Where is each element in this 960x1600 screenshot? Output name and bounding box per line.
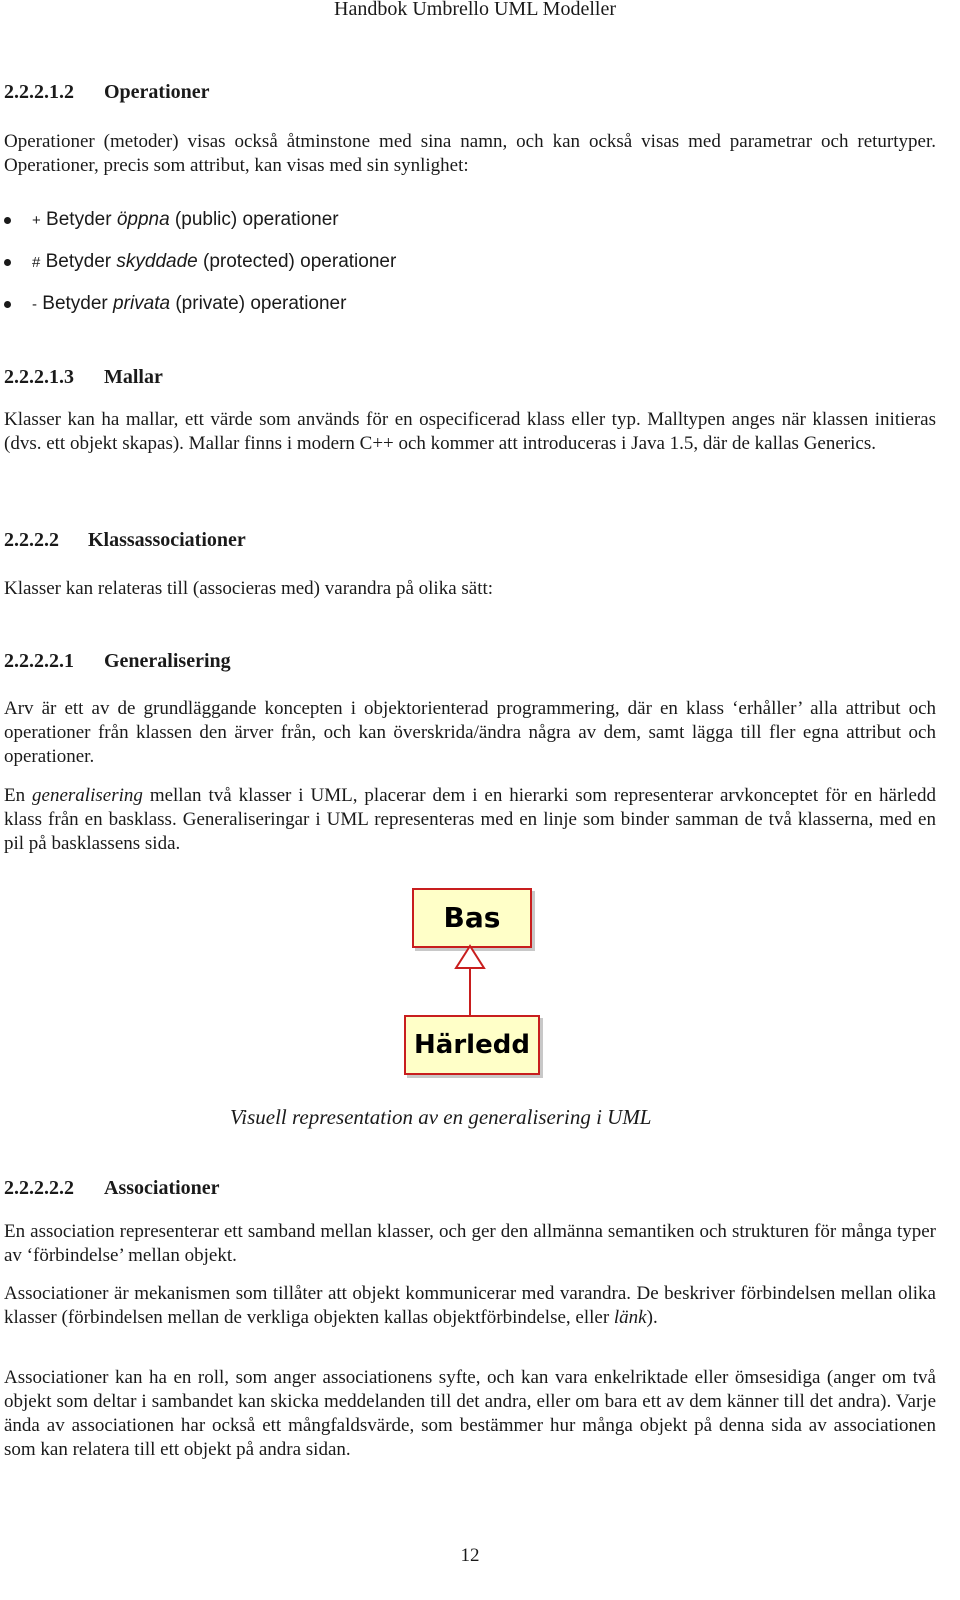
visibility-symbol: - — [32, 296, 37, 313]
heading-associationer — [4, 1177, 220, 1200]
paragraph-associationer-3: Associationer kan ha en roll, som anger associationens syfte, och kan vara enkelriktade eller ömsesidiga (anger om två objekt som deltar i sambandet kan skicka meddelanden till det andra, eller om bara ett av dem känner till det andra). Varje ända av associationen har också ett mångfaldsvärde, som bestämmer hur många objekt på denna sida av associationen som kan relatera till ett objekt på andra sidan. — [4, 1367, 936, 1460]
bullet-text: (protected) operationer — [197, 251, 397, 272]
page-number: 12 — [460, 1545, 480, 1566]
paragraph-emphasis: länk — [613, 1307, 647, 1328]
section-title: Klassassociationer — [88, 529, 246, 551]
bullet-text: (public) operationer — [169, 209, 339, 230]
bullet-emphasis: privata — [113, 293, 171, 314]
visibility-symbol: # — [32, 254, 41, 271]
visibility-symbol: + — [32, 212, 41, 229]
section-number: 2.2.2.1.3 — [4, 366, 74, 388]
visibility-list — [4, 208, 904, 334]
paragraph-operationer: Operationer (metoder) visas också åtminstone med sina namn, och kan också visas med parametrar och returtyper. Operationer, precis som attribut, kan visas med sin synlighet: — [4, 131, 936, 176]
bullet-text: Betyder — [42, 293, 114, 314]
inheritance-arrowhead-icon — [456, 946, 484, 968]
paragraph-klassassociationer: Klasser kan relateras till (associeras med) varandra på olika sätt: — [4, 578, 494, 599]
section-number: 2.2.2.2.1 — [4, 650, 74, 672]
list-item — [4, 292, 904, 334]
figure-caption: Visuell representation av en generalisering i UML — [230, 1105, 652, 1129]
section-title: Associationer — [104, 1177, 220, 1199]
paragraph-text: En — [4, 785, 33, 806]
paragraph-emphasis: generalisering — [32, 785, 143, 806]
list-item — [4, 208, 904, 250]
uml-class-base — [412, 888, 532, 948]
heading-operationer — [4, 81, 210, 104]
generalization-arrow — [440, 944, 500, 1016]
section-number: 2.2.2.2 — [4, 529, 59, 551]
list-item — [4, 250, 904, 292]
uml-class-derived — [404, 1015, 540, 1075]
bullet-dot — [4, 259, 11, 266]
bullet-emphasis: öppna — [116, 209, 170, 230]
paragraph-text: ). — [646, 1307, 658, 1328]
heading-generalisering — [4, 650, 231, 673]
running-header: Handbok Umbrello UML Modeller — [334, 0, 616, 20]
paragraph-generalisering-1: Arv är ett av de grundläggande koncepten i objektorienterad programmering, där en klass ‘erhåller’ alla attribut och operationer från klassen den ärver från, och kan överskrida/ändra några av dem, samt lägga till fler egna attribut och operationer. — [4, 698, 936, 767]
uml-class-base-name: Bas — [443, 901, 501, 934]
bullet-dot — [4, 217, 11, 224]
paragraph-associationer-1: En association representerar ett samband mellan klasser, och ger den allmänna semantiken och strukturen för många typer av ‘förbindelse’ mellan objekt. — [4, 1221, 936, 1266]
bullet-emphasis: skyddade — [116, 251, 198, 272]
paragraph-text: mellan två klasser i UML, placerar dem i en hierarki som representerar arvkonceptet för en härledd klass från en basklass. Generaliseringar i UML representeras med en linje som binder samman de två klasserna, med en pil på basklassens sida. — [4, 785, 936, 854]
bullet-text: Betyder — [45, 251, 117, 272]
section-title: Operationer — [104, 81, 210, 103]
bullet-text: (private) operationer — [170, 293, 347, 314]
section-title: Generalisering — [104, 650, 231, 672]
uml-class-derived-name: Härledd — [414, 1030, 530, 1060]
bullet-text: Betyder — [46, 209, 117, 230]
section-title: Mallar — [104, 366, 163, 388]
paragraph-text: Associationer är mekanismen som tillåter att objekt kommunicerar med varandra. De beskriver förbindelsen mellan olika klasser (förbindelsen mellan de verkliga objekten kallas objektförbindelse, eller — [4, 1283, 936, 1328]
bullet-dot — [4, 301, 11, 308]
section-number: 2.2.2.2.2 — [4, 1177, 74, 1199]
heading-klassassociationer — [4, 529, 246, 552]
heading-mallar — [4, 366, 163, 389]
section-number: 2.2.2.1.2 — [4, 81, 74, 103]
paragraph-mallar: Klasser kan ha mallar, ett värde som används för en ospecificerad klass eller typ. Malltypen anges när klassen initieras (dvs. ett objekt skapas). Mallar finns i modern C++ och kommer att introduceras i Java 1.5, där de kallas Generics. — [4, 409, 936, 454]
paragraph-generalisering-2 — [4, 784, 936, 856]
paragraph-associationer-2 — [4, 1282, 936, 1330]
